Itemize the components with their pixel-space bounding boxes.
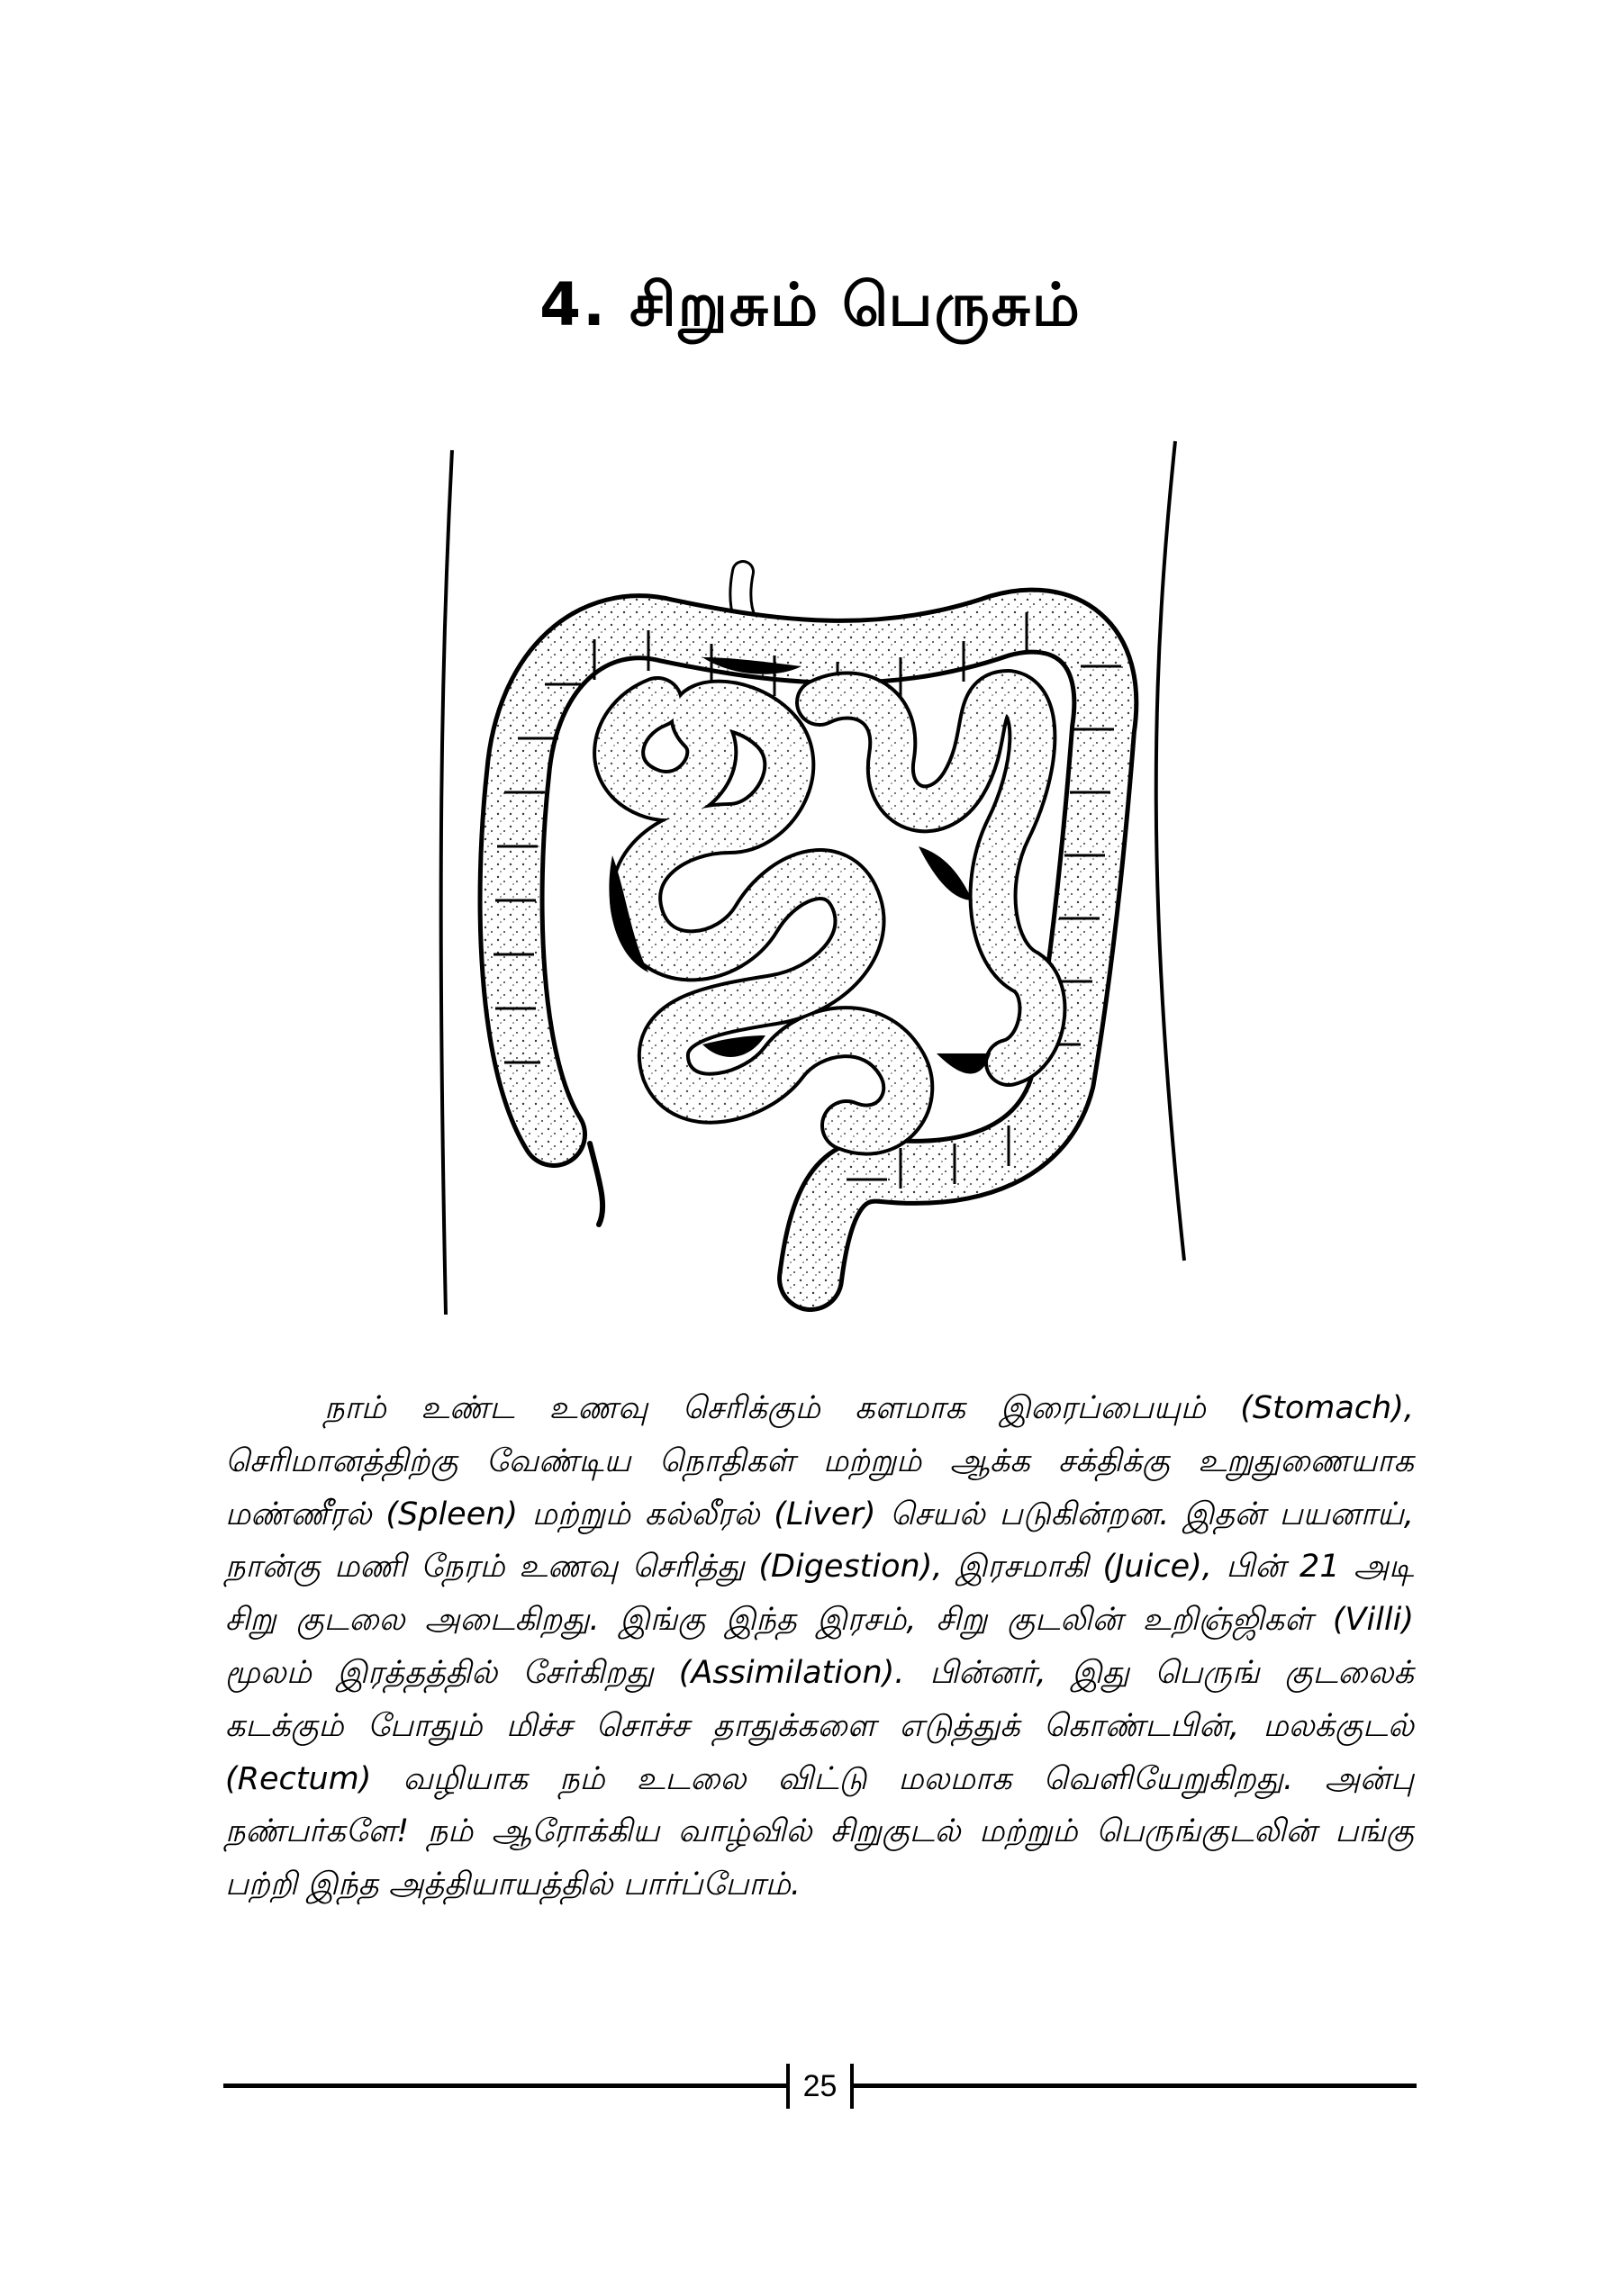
page-footer	[223, 2064, 1417, 2109]
footer-rule-right	[854, 2084, 1417, 2088]
body-paragraph-container	[225, 1382, 1414, 1912]
appendix	[590, 1143, 602, 1225]
page-number: 25	[802, 2069, 838, 2103]
intestines-illustration	[432, 432, 1207, 1333]
small-intestine	[609, 657, 1042, 1130]
body-outline-left	[441, 450, 452, 1315]
chapter-title: 4. சிறுசும் பெருசும்	[539, 270, 1082, 339]
footer-rule-left	[223, 2084, 786, 2088]
body-paragraph: நாம் உண்ட உணவு செரிக்கும் களமாக இரைப்பையும் (Stomach), செரிமானத்திற்கு வேண்டிய நொதிகள் மற்றும் ஆக்க சக்திக்கு உறுதுணையாக மண்ணீரல் (Spleen) மற்றும் கல்லீரல் (Liver) செயல் படுகின்றன. இதன் பயனாய், நான்கு மணி நேரம் உணவு செரித்து (Digestion), இரசமாகி (Juice), பின் 21 அடி சிறு குடலை அடைகிறது. இங்கு இந்த இரசம், சிறு குடலின் உறிஞ்ஜிகள் (Villi) மூலம் இரத்தத்தில் சேர்கிறது (Assimilation). பின்னர், இது பெருங் குடலைக் கடக்கும் போதும் மிச்ச சொச்ச தாதுக்களை எடுத்துக் கொண்டபின், மலக்குடல் (Rectum) வழியாக நம் உடலை விட்டு மலமாக வெளியேறுகிறது. அன்பு நண்பர்களே! நம் ஆரோக்கிய வாழ்வில் சிறுகுடல் மற்றும் பெருங்குடலின் பங்கு பற்றி இந்த அத்தியாயத்தில் பார்ப்போம்.	[225, 1390, 1414, 1903]
body-outline-right	[1156, 441, 1184, 1261]
